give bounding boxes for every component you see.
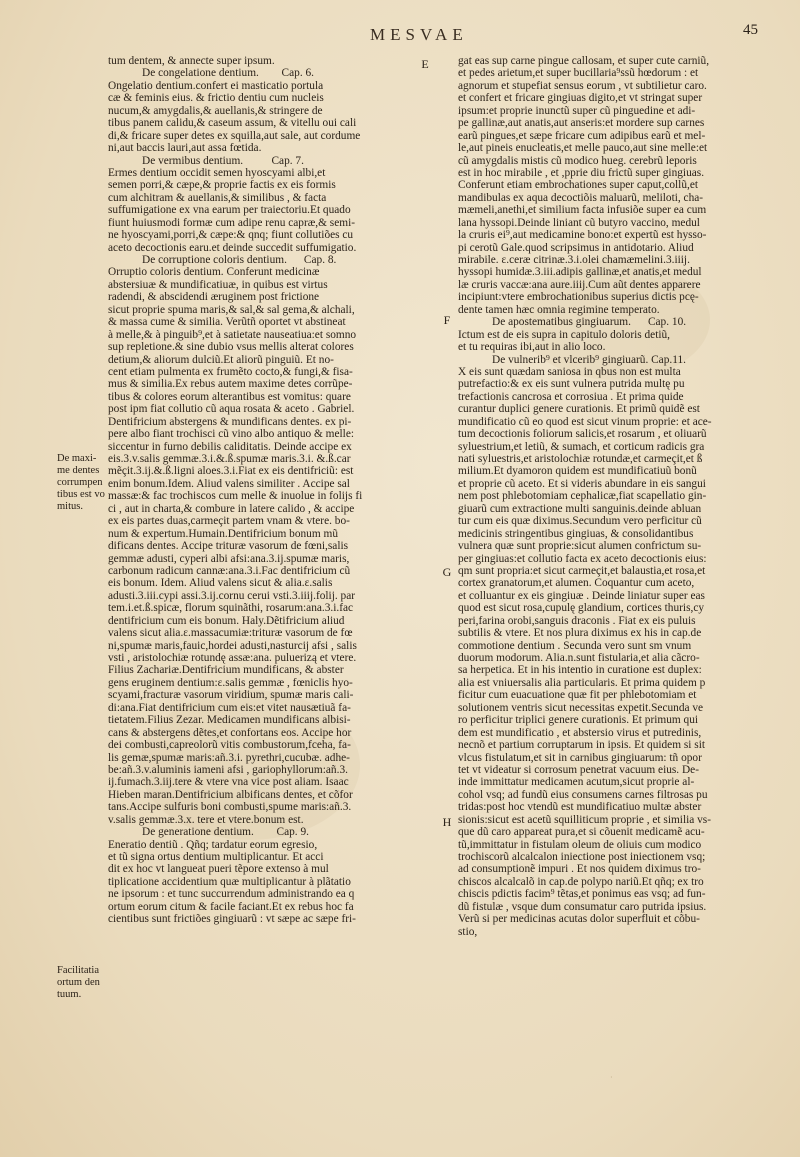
text-line: syluestrium,et letiũ, & sumach, et corticum radicis gra — [458, 440, 705, 453]
text-line: ex eis partes duas,carmeçit partem vnam & vtere. bo- — [108, 515, 350, 528]
text-line: gat eas sup carne pingue callosam, et super cute carniũ, — [458, 55, 710, 67]
text-line: lana hyssopi.Deinde liniant cũ butyro vaccino, medul — [458, 216, 700, 229]
text-line: semen porri,& cæpe,& proprie factis ex eis formis — [108, 179, 336, 192]
text-line: trefactionis cancrosa et corrosiua . Et prima quide — [458, 390, 684, 403]
text-line: agnorum et stupefiat sensus eorum , vt subtilietur caro. — [458, 79, 707, 92]
text-line: cientibus sunt frictiões gingiuarũ : vt sæpe ac sæpe fri- — [108, 913, 356, 926]
text-line: tet vt videatur si corrosum penetrat vacuum eius. De- — [458, 763, 699, 776]
text-line: fiunt huiusmodi formæ cum adipe renu capræ,& semi- — [108, 216, 355, 229]
footer-mark: · — [610, 1073, 613, 1082]
text-line: & massa cume & similia. Verũtñ oportet vt abstineat — [108, 316, 346, 329]
text-line: massæ:& fac trochiscos cum melle & inuolue in folijs fi — [108, 490, 363, 503]
text-line: sup repletione.& sine dubio vsus mellis alterat colores — [108, 341, 354, 354]
text-line: hyssopi humidæ.3.iii.adipis gallinæ,et anatis,et medul — [458, 266, 702, 279]
text-line: dũ fistulæ , vsque dum consumatur caro putrida ipsius. — [458, 900, 707, 913]
text-line: ficitur cum euacuatione quæ fit per phlebotomiam et — [458, 689, 697, 702]
gutter-letter-g: G — [442, 565, 452, 579]
text-line: X eis sunt quædam saniosa in qbus non est multa — [458, 365, 681, 378]
text-line: Ongelatio dentium.confert ei masticatio portula — [108, 79, 324, 92]
text-line: ni,aut baccis lauri,aut assa fœtida. — [108, 142, 262, 155]
text-line: tum decoctionis foliorum salicis,et rosarum , et oliuarũ — [458, 428, 707, 441]
text-line: subtilis & vtere. Et nos plura diximus ex his in cap.de — [458, 627, 702, 640]
margin-note-vomitus: De maxi- me dentes corrumpen tibus est vo mitus. — [57, 453, 105, 512]
running-title: MESVAE — [370, 25, 468, 44]
text-line: earũ pingues,et sæpe fricare cum adipibus earũ et mel- — [458, 129, 706, 142]
text-line: pe gallinæ,aut anatis,aut anseris:et mordere sup carnes — [458, 117, 705, 130]
text-line: di,& fricare super detes ex squilla,aut sale, aut cordume — [108, 129, 361, 142]
text-line: tiplicatione accidentium quæ multiplicantur à plãtatio — [108, 875, 351, 888]
text-line: be:añ.3.v.aluminis iameni afsi , gariophyllorum:añ.3. — [108, 763, 348, 776]
text-line: que dũ caro appareat pura,et si cõuenit medicamẽ acu- — [458, 826, 705, 839]
text-line: post ipm fiat collutio cũ aqua rosata & aceto . Gabriel. — [108, 403, 355, 416]
text-line: et pedes arietum,et super bucillaria⁹ssũ hœdorum : et — [458, 67, 699, 80]
text-line: mus & similia.Ex rebus autem maxime detes corrũpe- — [108, 378, 353, 391]
text-line: inde immittatur medicamen acutum,sicut proprie al- — [458, 776, 695, 789]
text-line: la cruris ei⁹,aut medicamine bono:et expertũ est hysso- — [458, 229, 707, 242]
text-line: medicinis stringentibus gingiuas, & consolidantibus — [458, 527, 694, 540]
gutter-letter-h: H — [442, 815, 452, 829]
text-line: nem post phlebotomiam cephalicæ,fiat scapellatio gin- — [458, 490, 707, 503]
text-line: et colluantur ex eis gingiuæ . Deinde liniatur super eas — [458, 589, 705, 602]
text-line: læ cruris vaccæ:ana aure.iiij.Cum aũt dentes apparere — [458, 278, 701, 291]
text-line: De generatione dentium. Cap. 9. — [142, 826, 309, 839]
text-line: le,aut pineis enucleatis,et melle pauco,aut sine melle:et — [458, 142, 708, 155]
text-line: ortum eorum citum & facile faciant.Et ex rebus hoc fa — [108, 900, 354, 913]
text-line: pi cerotũ Gale.quod scripsimus in antidotario. Aliud — [458, 241, 694, 254]
text-line: cæ & feminis eius. & frictio dentiu cum nucleis — [108, 92, 324, 105]
text-line: eis.3.v.salis gemmæ.3.i.&.ß.spumæ maris.3.i. &.ß.car — [108, 453, 351, 465]
text-line: cent etiam pulmenta ex frumẽto cocto,& fungi,& fisa- — [108, 365, 353, 378]
text-line: Ictum est de eis supra in capitulo doloris detiũ, — [458, 328, 671, 341]
text-line: commotione dentium . Secunda vero sunt sm vnum — [458, 639, 692, 652]
text-line: tibus panem calidu,& caseum assum, & vitellu oui cali — [108, 117, 357, 130]
text-line: pere albo fiant trochisci cũ vino albo antiquo & melle: — [108, 428, 355, 441]
text-line: chiscis pdictis facim⁹ tẽtas,et ponimus eas vsq; ad fun- — [458, 888, 706, 901]
text-line: trochiscorũ alcalcalon iniectione post iniectionem vsq; — [458, 851, 706, 863]
text-line: ne ipsorum : et tunc succurrendum administrando ea q — [108, 888, 355, 901]
text-line: vsti , aristolochiæ rotundę assæ:ana. puluerizą et vtere. — [108, 652, 357, 664]
text-line: peri,farina orobi,sanguis draconis . Fiat ex eis puluis — [458, 614, 696, 627]
text-line: Eneratio dentiũ . Qñq; tardatur eorum egresio, — [108, 838, 318, 851]
text-line: stio, — [458, 925, 478, 938]
text-line: ci , aut in charta,& combure in latere calido , & accipe — [108, 502, 355, 515]
text-line: ad consumptionẽ impuri . Et nos quidem diximus tro- — [458, 863, 701, 876]
text-line: sionis:sicut est acetũ squilliticum proprie , et similia vs- — [458, 813, 711, 826]
text-line: gens eruginem dentium:ɛ.salis gemmæ , fœniclis hyo- — [108, 676, 353, 689]
text-line: dit ex hoc vt langueat pueri tẽpore extenso à mul — [108, 863, 329, 876]
text-line: giuarũ cum extractione multi sanguinis.deinde abluan — [458, 502, 702, 515]
text-line: est in hoc mirabile , et ,pprie diu frictũ super gingiuas. — [458, 166, 705, 179]
text-line: valens sicut alia.ɛ.massacumiæ:trituræ vasorum de fœ — [108, 627, 353, 640]
text-line: dificans dentes. Accipe trituræ vasorum de fœni,salis — [108, 540, 349, 553]
text-line: nati syluestris,et aristolochiæ rotundæ,et carmeçit,et ß — [458, 453, 703, 465]
text-line: radendi, & abscidendi æruginem post frictione — [108, 291, 320, 304]
left-text-column — [108, 55, 436, 1095]
text-line: et tũ signa ortus dentium multiplicantur. Et acci — [108, 851, 324, 863]
text-line: num & expertum.Humain.Dentifricium bonum mũ — [108, 527, 338, 540]
text-line: tur cum eis quæ diximus.Secundum vero perficitur cũ — [458, 515, 702, 528]
text-line: Conferunt etiam embrochationes super caput,collũ,et — [458, 179, 699, 192]
text-line: necnõ et partium corruptarum in ipsis. Et quidem si sit — [458, 739, 705, 752]
text-line: et tu requiras ibi,aut in alio loco. — [458, 341, 606, 354]
text-line: duorum modorum. Alia.n.sunt fistularia,et alia cãcro- — [458, 652, 700, 664]
text-line: suffumigatione ex vna earum per traiectoriu.Et quado — [108, 204, 351, 217]
text-line: solutionem ventris sicut necessitas expetit.Secunda ve — [458, 701, 704, 714]
gutter-letter-f: F — [443, 313, 451, 327]
text-line: alia est vniuersalis alia particularis. Et prima quidem p — [458, 676, 706, 689]
text-line: ipsum:et proprie inunctũ super cũ pinguedine et adi- — [458, 104, 696, 117]
text-line: di:ana.Fiat dentifricium cum eis:et vitet nausætiuã fa- — [108, 701, 351, 714]
text-line: De congelatione dentium. Cap. 6. — [142, 67, 315, 80]
text-line: vulnera quæ sunt proprie:sicut alumen confrictum su- — [458, 540, 702, 553]
text-line: aceto decoctionis earu.et deinde succedit suffumigatio. — [108, 241, 357, 254]
text-line: cortex granatorum,et alumen. Coquantur cum aceto, — [458, 577, 695, 590]
text-line: putrefactio:& ex eis sunt vulnera putrida multę pu — [458, 378, 685, 391]
text-line: incipiunt:vtere embrochationibus superius dictis pcę- — [458, 291, 699, 304]
text-line: tietatem.Filius Zezar. Medicamen mundificans albisi- — [108, 714, 351, 727]
text-line: dei combusti,capreolorũ vitis combustorum,fceha, fa- — [108, 739, 351, 752]
text-line: eis bonum. Idem. Aliud valens sicut & alia.ɛ.salis — [108, 577, 333, 590]
text-line: nucum,& amygdalis,& auellanis,& stringere de — [108, 104, 323, 117]
text-line: mandibulas ex aqua decoctiõis maluarũ, meliloti, cha- — [458, 191, 704, 204]
text-line: cũ amygdalis mistis cũ modico hueg. cerebrũ leporis — [458, 154, 697, 167]
text-line: De corruptione coloris dentium. Cap. 8. — [142, 254, 337, 266]
text-line: mæmeli,anethi,et similium facta infusiõe super ea cum — [458, 204, 707, 217]
text-line: tridas:post hoc vtendũ est mundificatiuo multæ abster — [458, 801, 702, 814]
text-line: Filius Zachariæ.Dentifricium mundificans, & abster — [108, 664, 344, 677]
text-line: tũ,immittatur in fistulam oleum de oliuis cum modico — [458, 838, 702, 851]
text-line: sa herpetica. Et in his intentio in curatione est duplex: — [458, 664, 702, 677]
text-line: curantur duplici genere curationis. Et primũ quidẽ est — [458, 403, 700, 416]
text-line: gemmæ adusti, cyperi albi afsi:ana.3.ij.spumæ maris, — [108, 552, 350, 565]
text-line: siccentur in furno debilis caliditatis. Deinde accipe ex — [108, 440, 352, 453]
text-line: dem est mundificatio , et abstersio virus et putredinis, — [458, 726, 702, 739]
text-line: milium.Et dyamoron quidem est mundificatiuũ bonũ — [458, 465, 697, 478]
text-line: et proprie cũ aceto. Et si videris abundare in eis sangui — [458, 477, 706, 490]
text-line: qm sunt propria:et sicut carmeçit,et balaustia,et rosa,et — [458, 564, 706, 577]
text-line: dente tamen hæc omnia regimine temperato. — [458, 303, 660, 316]
text-line: chiscos alcalcalõ in cap.de polypo nariũ.Et qñq; ex tro — [458, 875, 704, 888]
text-line: De vermibus dentium. Cap. 7. — [142, 154, 304, 167]
text-line: tans.Accipe sulfuris boni combusti,spume maris:añ.3. — [108, 801, 352, 814]
text-line: mirabile. ɛ.ceræ citrinæ.3.i.olei chamæmelini.3.iiij. — [458, 254, 690, 266]
text-line: ij.fumach.3.iij.tere & vtere vna vice post aliam. Isaac — [108, 776, 349, 789]
text-line: sicut proprie spuma maris,& sal,& sal gema,& alchali, — [108, 303, 355, 316]
text-line: abstersiuæ & mundificatiuæ, in quibus est virtus — [108, 278, 328, 291]
text-line: ro perficitur triplici genere curationis. Et primum qui — [458, 714, 699, 727]
text-line: Hieben maran.Dentifricium albificans dentes, et cõfor — [108, 788, 353, 801]
text-line: cum alchitram & auellanis,& similibus , & facta — [108, 191, 327, 204]
text-line: De vulnerib⁹ et vlcerib⁹ gingiuarũ. Cap.11. — [492, 353, 686, 366]
text-line: scyami,fracturæ vasorum viridium, spumæ maris cali- — [108, 689, 354, 702]
text-line: à melle,& à pinguib⁹,et à satietate nauseatiua:et somno — [108, 328, 357, 341]
text-line: mundificatio cũ eo quod est sicut vinum proprie: et ace- — [458, 415, 712, 428]
right-text-column — [458, 55, 778, 1095]
text-line: per gingiuas:et collutio facta ex aceto decoctionis eius: — [458, 552, 707, 565]
text-line: dentifricium cum eis bonum. Haly.Dẽtifricium aliud — [108, 614, 345, 627]
text-line: Dentifricium abstergens & mundificans dentes. ex pi- — [108, 415, 352, 428]
text-line: lis gemæ,spumæ maris:añ.3.i. pyrethri,cucubæ. adhe- — [108, 751, 350, 764]
text-line: tibus & colores eorum alterantibus est vomitus: quare — [108, 390, 351, 403]
text-line: carbonum radicum cannæ:ana.3.i.Fac dentifricium cũ — [108, 564, 351, 577]
text-line: cans & abstergens dẽtes,et confortans eos. Accipe hor — [108, 726, 352, 739]
text-line: cohol vsq; ad fundũ eius consumens carnes filtrosas pu — [458, 788, 708, 801]
page-number: 45 — [743, 22, 758, 38]
text-line: Orruptio coloris dentium. Conferunt medicinæ — [108, 266, 320, 279]
text-line: De apostematibus gingiuarum. Cap. 10. — [492, 316, 687, 329]
text-line: Ermes dentium occidit semen hyoscyami albi,et — [108, 166, 326, 179]
text-line: ni,spumæ maris,fauic,hordei adusti,nasturcij afsi , salis — [108, 639, 357, 652]
text-line: tum dentem, & annecte super ipsum. — [108, 55, 275, 67]
text-line: et confert et fricare gingiuas digito,et vt stringat super — [458, 92, 703, 105]
gutter-letter-e: E — [421, 57, 429, 71]
text-line: Verũ si per medicinas acutas dolor superfluit et cõbu- — [458, 913, 700, 926]
text-line: adusti.3.iii.cypi assi.3.ij.cornu cerui vsti.3.iiij.folij. par — [108, 589, 356, 602]
margin-note-facilitatia: Facilitatia ortum den tuum. — [57, 965, 100, 1000]
text-line: enim bonum.Idem. Aliud valens similiter . Accipe sal — [108, 477, 350, 490]
text-line: quod est sicut rosa,cupulę glandium, cortices thuris,cy — [458, 602, 705, 615]
text-line: vlcus fistulatum,et sit in carnibus gingiuarum: tñ opor — [458, 751, 702, 764]
text-line: tem.i.et.ß.spicæ, florum squinãthi, rosarum:ana.3.i.fac — [108, 602, 354, 615]
text-line: ne hyoscyami,porri,& cæpe:& qnq; fiunt collutiões cu — [108, 229, 354, 242]
text-line: v.salis gemmæ.3.x. tere et vtere.bonum est. — [108, 813, 304, 826]
text-line: mẽçit.3.ij.&.ß.ligni aloes.3.i.Fiat ex eis dentifriciũ: est — [108, 465, 354, 478]
text-line: detium,& aliorum dulciũ.Et aliorũ pinguiũ. Et no- — [108, 353, 334, 366]
